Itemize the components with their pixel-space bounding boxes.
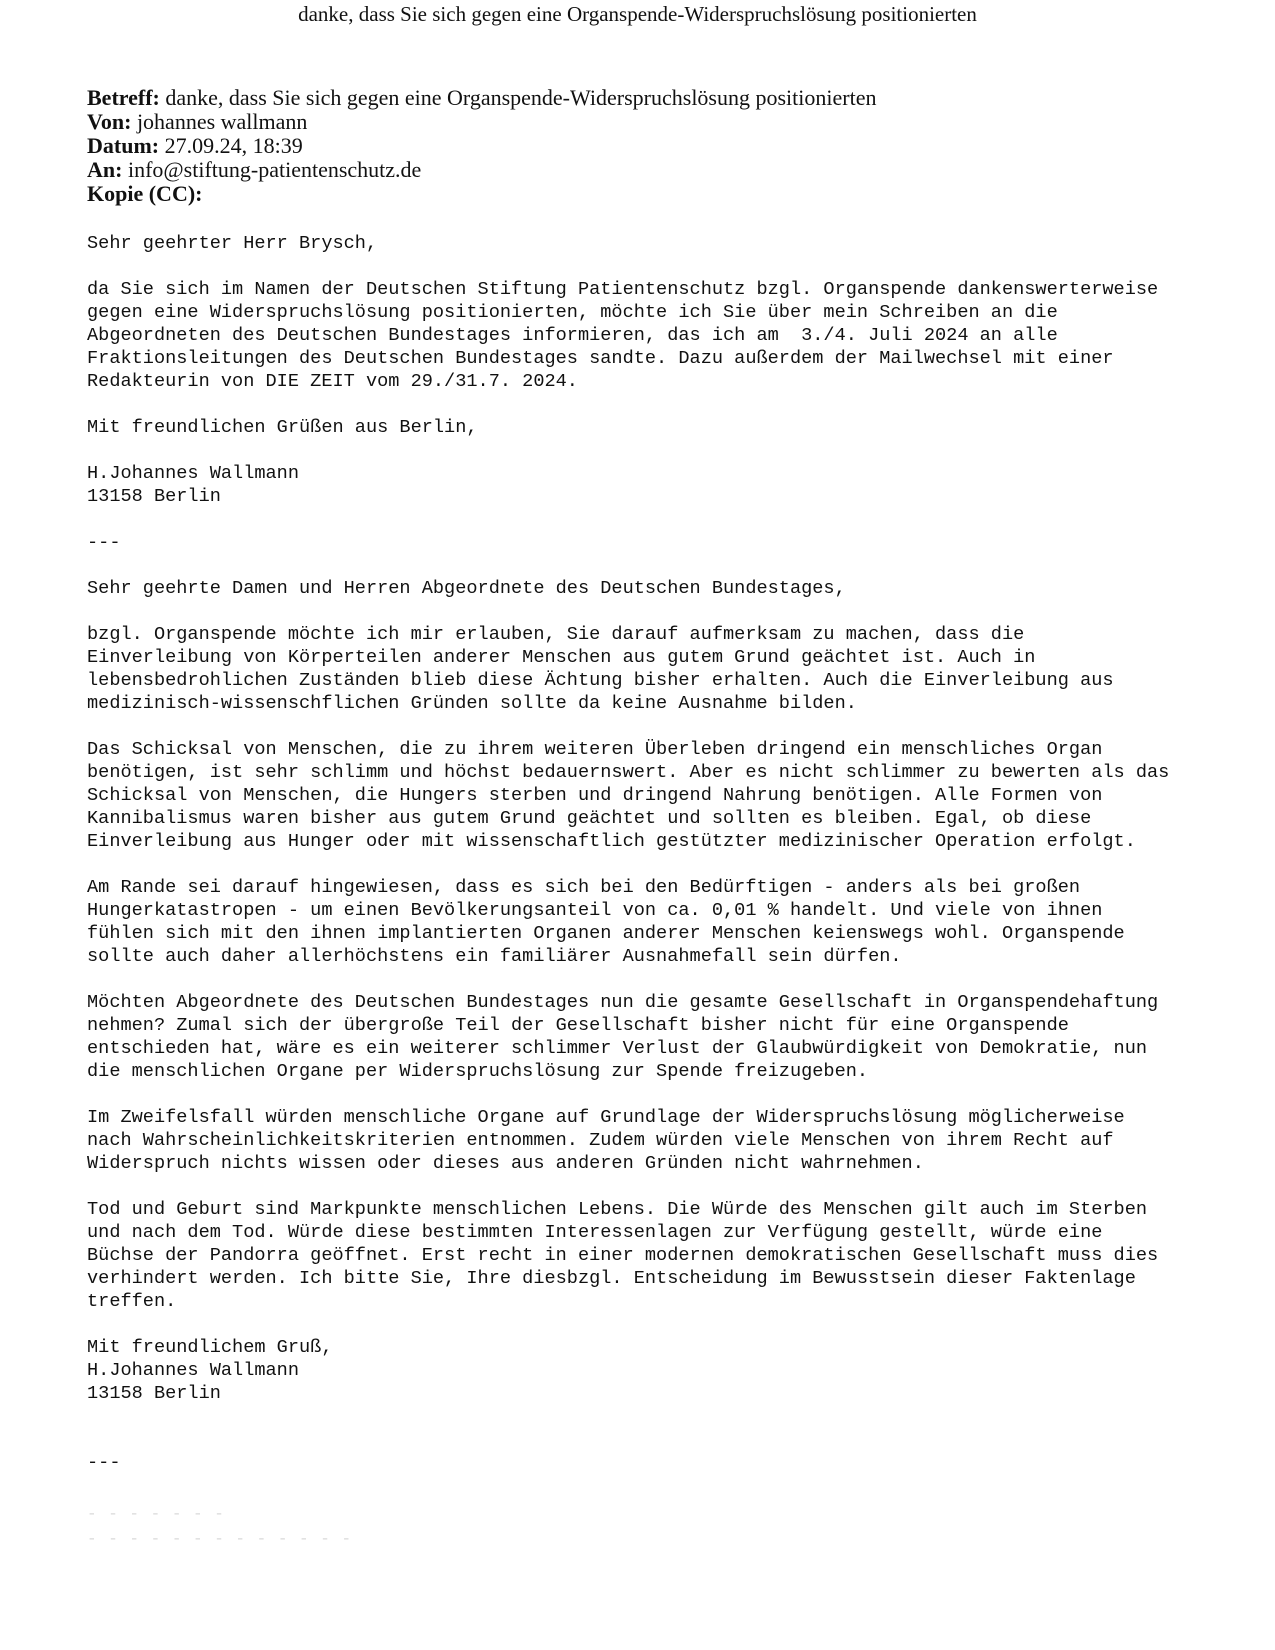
from-value: johannes wallmann [136,109,308,134]
body-line [87,508,1169,531]
body-line: Widerspruch nichts wissen oder dieses aus anderen Gründen nicht wahrnehmen. [87,1153,924,1174]
body-line [87,715,1169,738]
body-line: Schicksal von Menschen, die Hungers sterben und dringend Nahrung benötigen. Alle Formen von [87,785,1103,806]
body-line [87,554,1169,577]
body-line: bzgl. Organspende möchte ich mir erlauben, Sie darauf aufmerksam zu machen, dass die [87,624,1025,645]
date-value: 27.09.24, 18:39 [164,133,303,158]
body-line: fühlen sich mit den ihnen implantierten Organen anderer Menschen keienswegs wohl. Organspende [87,923,1125,944]
body-line: medizinisch-wissenschflichen Gründen sollte da keine Ausnahme bilden. [87,693,857,714]
body-line [87,1083,1169,1106]
body-line: gegen eine Widerspruchslösung positionierten, möchte ich Sie über mein Schreiben an die [87,302,1058,323]
body-line: da Sie sich im Namen der Deutschen Stiftung Patientenschutz bzgl. Organspende dankenswerterweise [87,279,1159,300]
from-label: Von: [87,109,132,134]
faded-redacted-line: ‐ ‐ ‐ ‐ ‐ ‐ ‐ [87,1505,225,1523]
body-line [87,255,1169,278]
body-line [87,853,1169,876]
body-line: Mit freundlichen Grüßen aus Berlin, [87,417,478,438]
body-line: Fraktionsleitungen des Deutschen Bundestages sandte. Dazu außerdem der Mailwechsel mit einer [87,348,1114,369]
body-line: H.Johannes Wallmann [87,1360,300,1381]
body-line [87,1175,1169,1198]
body-line [87,1405,1169,1428]
body-line [87,439,1169,462]
to-label: An: [87,157,123,182]
date-label: Datum: [87,133,160,158]
body-line: --- [87,532,121,553]
to-value: info@stiftung-patientenschutz.de [127,157,422,182]
body-line: --- [87,1452,121,1473]
body-line: 13158 Berlin [87,1383,221,1404]
body-line: die menschlichen Organe per Widerspruchslösung zur Spende freizugeben. [87,1061,869,1082]
body-line: und nach dem Tod. Würde diese bestimmten Interessenlagen zur Verfügung gestellt, würde eine [87,1222,1103,1243]
cc-label: Kopie (CC): [87,181,203,206]
body-line: H.Johannes Wallmann [87,463,300,484]
body-line: nach Wahrscheinlichkeitskriterien entnommen. Zudem würden viele Menschen von ihrem Recht auf [87,1130,1114,1151]
body-line [87,1313,1169,1336]
body-line: nehmen? Zumal sich der übergroße Teil der Gesellschaft bisher nicht für eine Organspende [87,1015,1069,1036]
body-line: Einverleibung von Körperteilen anderer Menschen aus gutem Grund geächtet ist. Auch in [87,647,1036,668]
body-line: verhindert werden. Ich bitte Sie, Ihre diesbzgl. Entscheidung im Bewusstsein dieser Faktenlage [87,1268,1136,1289]
body-line: Büchse der Pandorra geöffnet. Erst recht in einer modernen demokratischen Gesellschaft muss dies [87,1245,1159,1266]
body-line: sollte auch daher allerhöchstens ein familiärer Ausnahmefall sein dürfen. [87,946,902,967]
body-line: Im Zweifelsfall würden menschliche Organe auf Grundlage der Widerspruchslösung möglicherweise [87,1107,1125,1128]
body-line [87,600,1169,623]
to-row [87,158,876,182]
faded-redacted-line: ‐ ‐ ‐ ‐ ‐ ‐ ‐ ‐ ‐ ‐ ‐ ‐ ‐ [87,1530,353,1548]
body-line: Kannibalismus waren bisher aus gutem Grund geächtet und sollten es bleiben. Egal, ob diese [87,808,1092,829]
subject-value: danke, dass Sie sich gegen eine Organspende-Widerspruchslösung positionierten [165,85,877,110]
body-line: Sehr geehrter Herr Brysch, [87,233,378,254]
body-line: Sehr geehrte Damen und Herren Abgeordnete des Deutschen Bundestages, [87,578,846,599]
body-line [87,968,1169,991]
body-line: lebensbedrohlichen Zuständen blieb diese Ächtung bisher erhalten. Auch die Einverleibung aus [87,670,1114,691]
body-line: Hungerkatastropen - um einen Bevölkerungsanteil von ca. 0,01 % handelt. Und viele von ihnen [87,900,1103,921]
email-body [87,232,1169,1474]
subject-label: Betreff: [87,85,160,110]
body-line: benötigen, ist sehr schlimm und höchst bedauernswert. Aber es nicht schlimmer zu bewerten als das [87,762,1170,783]
body-line: Das Schicksal von Menschen, die zu ihrem weiteren Überleben dringend ein menschliches Organ [87,739,1103,760]
body-line: Am Rande sei darauf hingewiesen, dass es sich bei den Bedürftigen - anders als bei großen [87,877,1081,898]
body-line: Möchten Abgeordnete des Deutschen Bundestages nun die gesamte Gesellschaft in Organspendehaftung [87,992,1159,1013]
body-line: entschieden hat, wäre es ein weiterer schlimmer Verlust der Glaubwürdigkeit von Demokratie, nun [87,1038,1148,1059]
body-line: 13158 Berlin [87,486,221,507]
from-row [87,110,876,134]
body-line: Abgeordneten des Deutschen Bundestages informieren, das ich am 3./4. Juli 2024 an alle [87,325,1058,346]
body-line [87,393,1169,416]
page-header: danke, dass Sie sich gegen eine Organspende-Widerspruchslösung positionierten [298,2,977,26]
body-line: Einverleibung aus Hunger oder mit wissenschaftlich gestützter medizinischer Operation erfolgt. [87,831,1136,852]
body-line: Tod und Geburt sind Markpunkte menschlichen Lebens. Die Würde des Menschen gilt auch im Sterben [87,1199,1148,1220]
cc-row [87,182,876,206]
email-meta [87,86,876,206]
body-line [87,1428,1169,1451]
body-line: Redakteurin von DIE ZEIT vom 29./31.7. 2024. [87,371,578,392]
body-line: Mit freundlichem Gruß, [87,1337,333,1358]
subject-row [87,86,876,110]
body-line: treffen. [87,1291,177,1312]
date-row [87,134,876,158]
